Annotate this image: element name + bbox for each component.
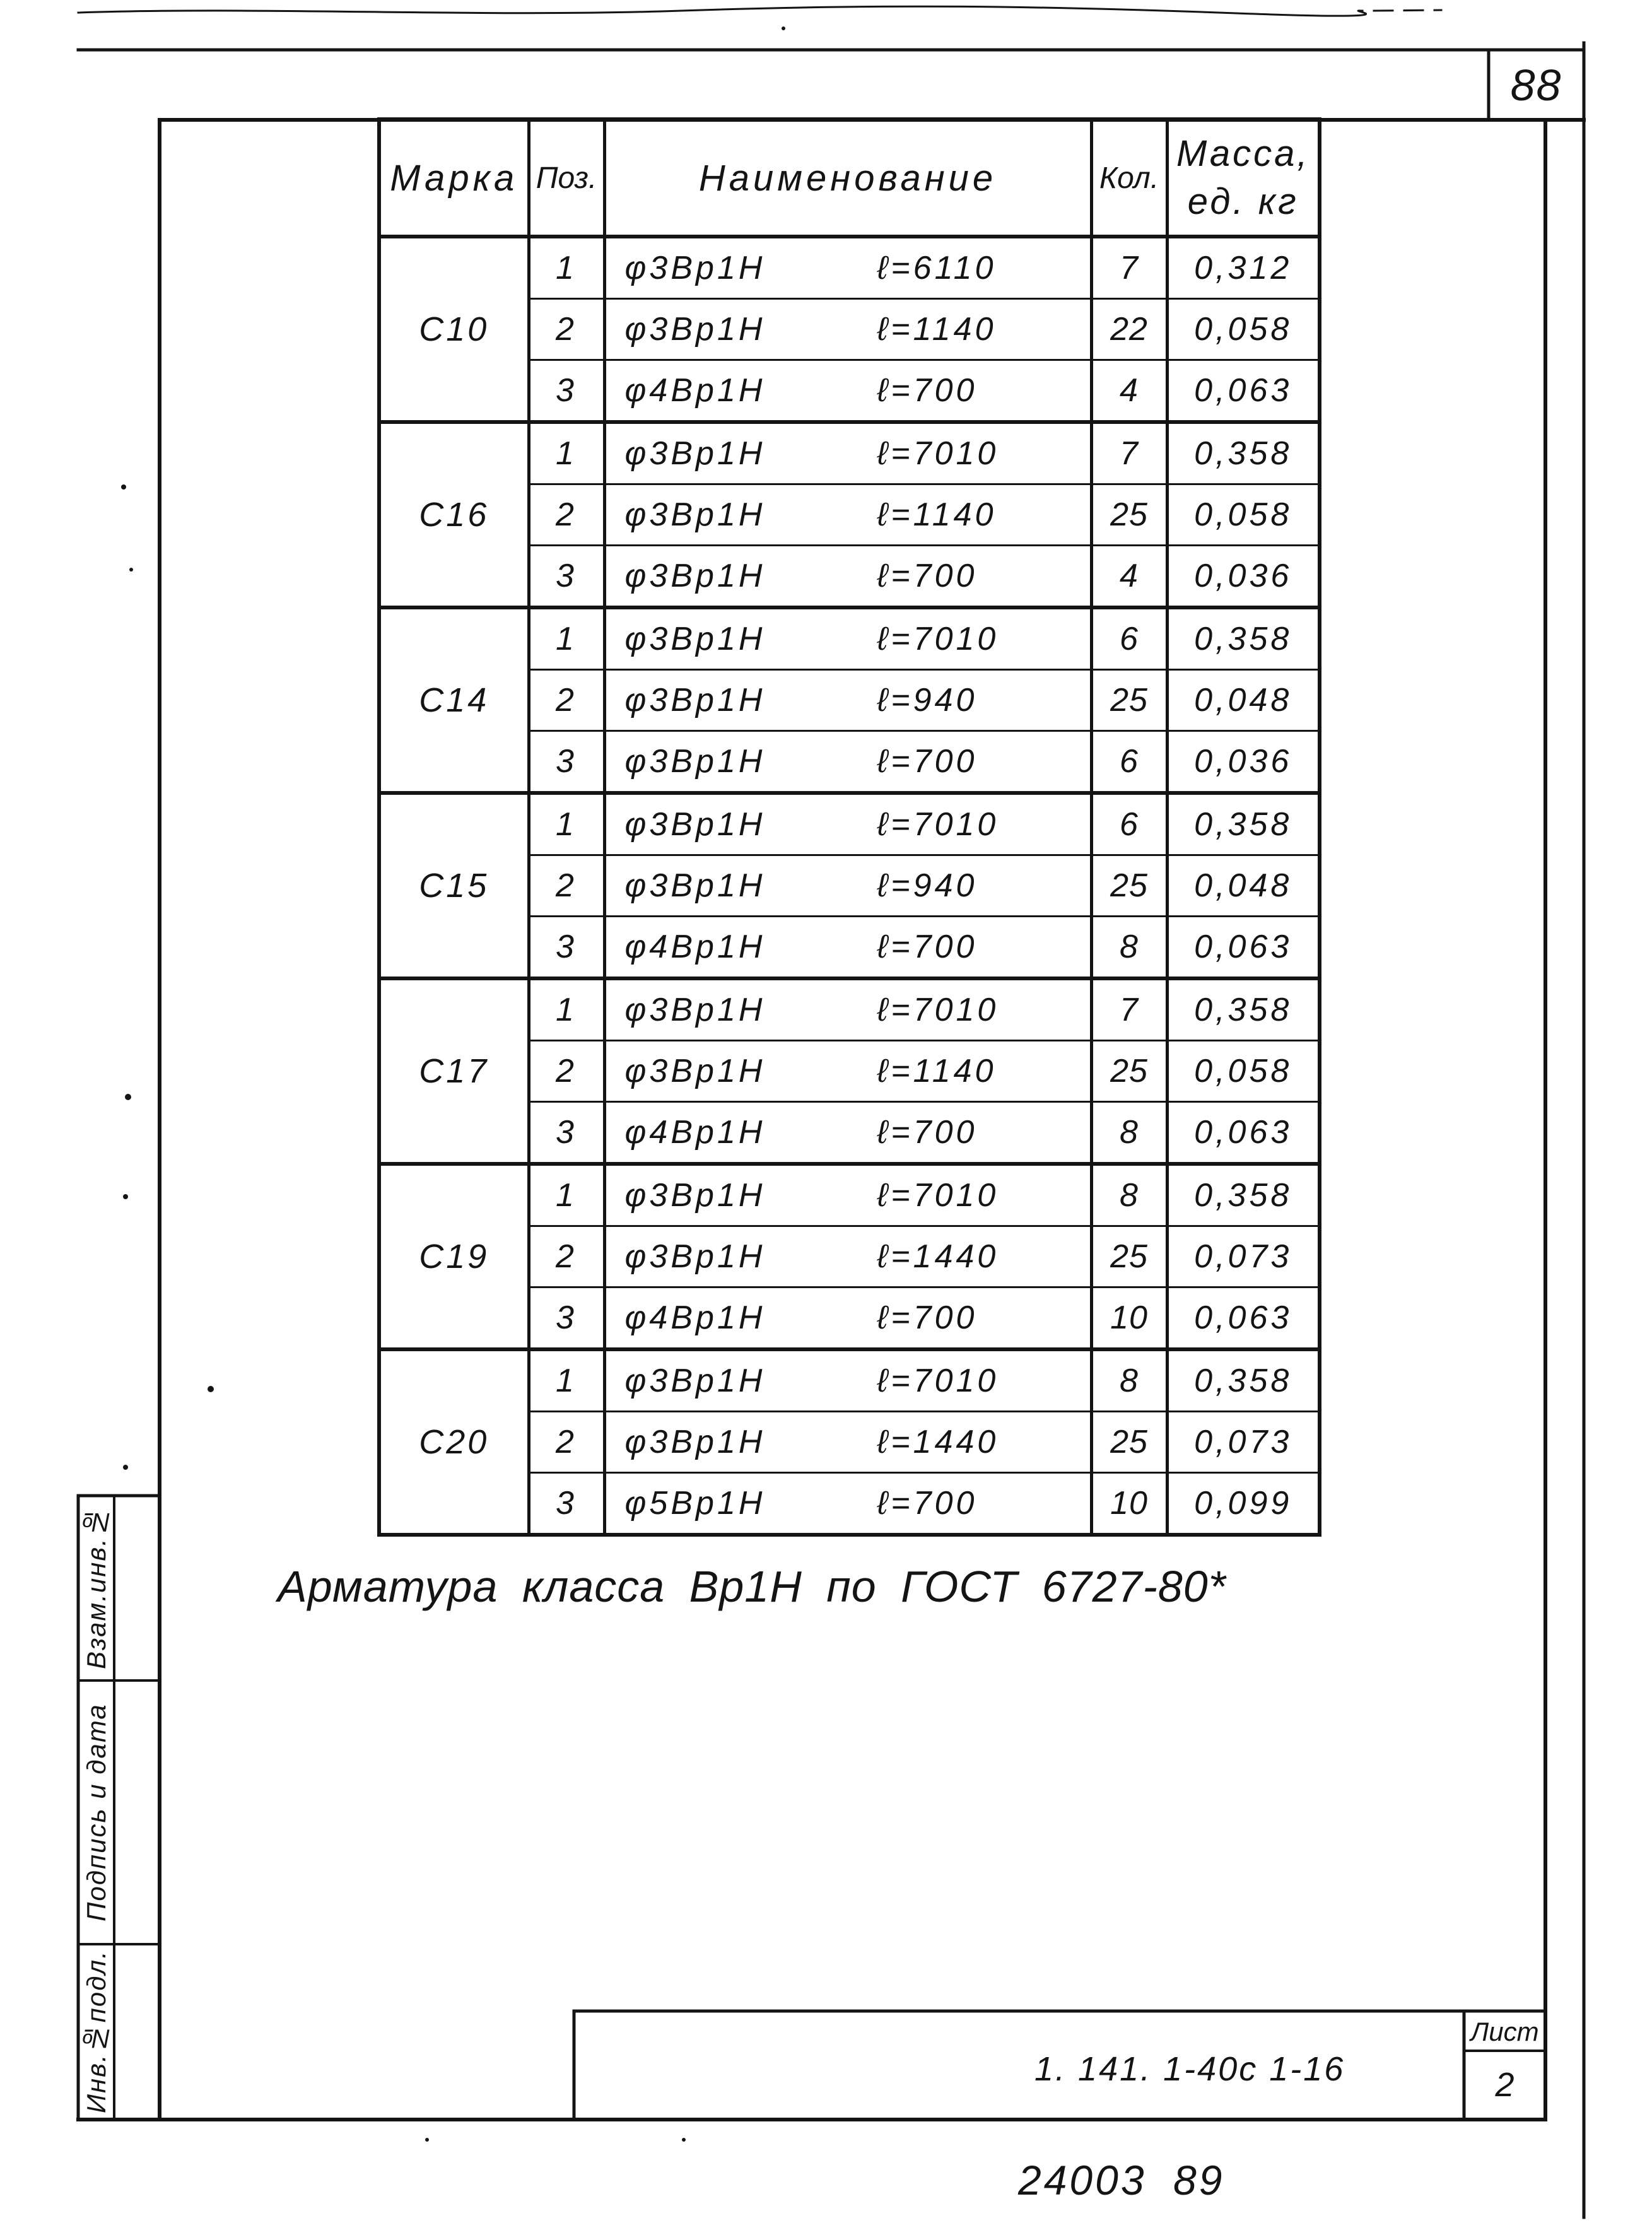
scan-speck bbox=[129, 568, 133, 572]
bar-designation: φ3Вр1Н bbox=[624, 311, 766, 348]
column-header-quantity: Кол. bbox=[1091, 119, 1167, 237]
bar-designation: φ4Вр1Н bbox=[624, 1114, 766, 1151]
bar-length: ℓ=700 bbox=[877, 1299, 978, 1336]
table-row bbox=[379, 422, 1320, 484]
bar-length: ℓ=7010 bbox=[877, 435, 999, 472]
unit-mass-cell: 0,058 bbox=[1167, 299, 1320, 360]
position-cell: 1 bbox=[529, 422, 604, 484]
position-cell: 3 bbox=[529, 360, 604, 423]
position-cell: 1 bbox=[529, 1164, 604, 1226]
bar-designation: φ3Вр1Н bbox=[624, 250, 766, 286]
table-row bbox=[379, 793, 1320, 855]
mark-cell: С17 bbox=[379, 978, 529, 1164]
quantity-cell: 8 bbox=[1091, 1102, 1167, 1164]
bar-length: ℓ=7010 bbox=[877, 1177, 999, 1214]
name-cell bbox=[604, 484, 1091, 546]
bar-length: ℓ=700 bbox=[877, 1485, 978, 1522]
bar-designation: φ3Вр1Н bbox=[624, 621, 766, 657]
position-cell: 2 bbox=[529, 299, 604, 360]
quantity-cell: 8 bbox=[1091, 917, 1167, 979]
bar-designation: φ3Вр1Н bbox=[624, 1053, 766, 1089]
table-row bbox=[379, 607, 1320, 670]
footer-page-number: 89 bbox=[1173, 2157, 1225, 2203]
unit-mass-cell: 0,099 bbox=[1167, 1473, 1320, 1535]
table-row bbox=[379, 1349, 1320, 1412]
bar-designation: φ3Вр1Н bbox=[624, 1363, 766, 1399]
bar-length: ℓ=7010 bbox=[877, 621, 999, 657]
unit-mass-cell: 0,063 bbox=[1167, 360, 1320, 423]
bar-length: ℓ=1140 bbox=[877, 496, 997, 533]
quantity-cell: 6 bbox=[1091, 607, 1167, 670]
name-cell bbox=[604, 1349, 1091, 1412]
bar-designation: φ3Вр1Н bbox=[624, 743, 766, 780]
position-cell: 1 bbox=[529, 607, 604, 670]
unit-mass-cell: 0,358 bbox=[1167, 1164, 1320, 1226]
mark-cell: С16 bbox=[379, 422, 529, 607]
column-header-position: Поз. bbox=[529, 119, 604, 237]
scan-speck bbox=[208, 1386, 214, 1392]
specification-table bbox=[377, 117, 1321, 1537]
unit-mass-cell: 0,036 bbox=[1167, 546, 1320, 608]
unit-mass-cell: 0,036 bbox=[1167, 731, 1320, 794]
bar-length: ℓ=1140 bbox=[877, 1053, 997, 1089]
bar-designation: φ3Вр1Н bbox=[624, 435, 766, 472]
position-cell: 3 bbox=[529, 1287, 604, 1350]
unit-mass-header-line2: ед. кг bbox=[1187, 181, 1299, 222]
bar-length: ℓ=700 bbox=[877, 929, 978, 965]
unit-mass-cell: 0,058 bbox=[1167, 484, 1320, 546]
bar-designation: φ4Вр1Н bbox=[624, 372, 766, 409]
stamp-label-original-inv: Инв.№подл. bbox=[81, 1950, 111, 2114]
mark-cell: С14 bbox=[379, 607, 529, 793]
name-cell bbox=[604, 422, 1091, 484]
position-cell: 1 bbox=[529, 793, 604, 855]
scan-speck bbox=[123, 1465, 128, 1470]
bar-length: ℓ=7010 bbox=[877, 992, 999, 1028]
quantity-cell: 25 bbox=[1091, 1041, 1167, 1102]
scan-speck bbox=[125, 1094, 131, 1100]
unit-mass-cell: 0,048 bbox=[1167, 855, 1320, 917]
position-cell: 1 bbox=[529, 978, 604, 1041]
bar-designation: φ3Вр1Н bbox=[624, 1424, 766, 1460]
name-cell bbox=[604, 1164, 1091, 1226]
quantity-cell: 22 bbox=[1091, 299, 1167, 360]
quantity-cell: 25 bbox=[1091, 1226, 1167, 1287]
name-cell bbox=[604, 360, 1091, 423]
position-cell: 3 bbox=[529, 917, 604, 979]
quantity-cell: 4 bbox=[1091, 546, 1167, 608]
unit-mass-cell: 0,358 bbox=[1167, 1349, 1320, 1412]
position-cell: 3 bbox=[529, 1473, 604, 1535]
position-cell: 1 bbox=[529, 237, 604, 299]
quantity-cell: 8 bbox=[1091, 1349, 1167, 1412]
bar-designation: φ4Вр1Н bbox=[624, 1299, 766, 1336]
name-cell bbox=[604, 1226, 1091, 1287]
bar-length: ℓ=7010 bbox=[877, 1363, 999, 1399]
scan-speck bbox=[121, 484, 126, 490]
name-cell bbox=[604, 1412, 1091, 1473]
column-header-unit-mass bbox=[1167, 119, 1320, 237]
name-cell bbox=[604, 607, 1091, 670]
position-cell: 2 bbox=[529, 1412, 604, 1473]
mark-cell: С15 bbox=[379, 793, 529, 978]
unit-mass-cell: 0,048 bbox=[1167, 670, 1320, 731]
mark-cell: С19 bbox=[379, 1164, 529, 1349]
table-row bbox=[379, 237, 1320, 299]
bar-designation: φ3Вр1Н bbox=[624, 1238, 766, 1275]
quantity-cell: 7 bbox=[1091, 978, 1167, 1041]
bar-designation: φ3Вр1Н bbox=[624, 1177, 766, 1214]
bar-length: ℓ=6110 bbox=[877, 250, 997, 286]
bar-length: ℓ=940 bbox=[877, 867, 978, 904]
bar-length: ℓ=1440 bbox=[877, 1424, 999, 1460]
name-cell bbox=[604, 237, 1091, 299]
name-cell bbox=[604, 1041, 1091, 1102]
quantity-cell: 6 bbox=[1091, 731, 1167, 794]
unit-mass-cell: 0,073 bbox=[1167, 1226, 1320, 1287]
bar-designation: φ4Вр1Н bbox=[624, 929, 766, 965]
table-body bbox=[379, 237, 1320, 1535]
quantity-cell: 25 bbox=[1091, 670, 1167, 731]
quantity-cell: 10 bbox=[1091, 1287, 1167, 1350]
sheet-label: Лист bbox=[1470, 2017, 1539, 2046]
bar-length: ℓ=700 bbox=[877, 372, 978, 409]
bar-length: ℓ=940 bbox=[877, 682, 978, 719]
stamp-label-replacement-inv: Взам.инв.№ bbox=[81, 1506, 111, 1670]
name-cell bbox=[604, 299, 1091, 360]
name-cell bbox=[604, 546, 1091, 608]
archive-number: 24003 bbox=[1018, 2157, 1147, 2203]
position-cell: 1 bbox=[529, 1349, 604, 1412]
top-dashed-line bbox=[1374, 10, 1441, 11]
mark-cell: С10 bbox=[379, 237, 529, 422]
table-row bbox=[379, 1164, 1320, 1226]
position-cell: 3 bbox=[529, 1102, 604, 1164]
mark-cell: С20 bbox=[379, 1349, 529, 1535]
scan-speck bbox=[782, 26, 785, 30]
position-cell: 2 bbox=[529, 855, 604, 917]
quantity-cell: 6 bbox=[1091, 793, 1167, 855]
bar-length: ℓ=7010 bbox=[877, 806, 999, 843]
unit-mass-cell: 0,312 bbox=[1167, 237, 1320, 299]
name-cell bbox=[604, 978, 1091, 1041]
unit-mass-cell: 0,358 bbox=[1167, 607, 1320, 670]
unit-mass-cell: 0,358 bbox=[1167, 978, 1320, 1041]
quantity-cell: 8 bbox=[1091, 1164, 1167, 1226]
bar-length: ℓ=1440 bbox=[877, 1238, 999, 1275]
bar-designation: φ3Вр1Н bbox=[624, 867, 766, 904]
quantity-cell: 25 bbox=[1091, 1412, 1167, 1473]
unit-mass-cell: 0,358 bbox=[1167, 422, 1320, 484]
bar-designation: φ3Вр1Н bbox=[624, 682, 766, 719]
document-code: 1. 141. 1-40с 1-16 bbox=[1034, 2050, 1345, 2088]
unit-mass-cell: 0,063 bbox=[1167, 1102, 1320, 1164]
table-header-row bbox=[379, 119, 1320, 237]
position-cell: 3 bbox=[529, 731, 604, 794]
position-cell: 3 bbox=[529, 546, 604, 608]
position-cell: 2 bbox=[529, 1041, 604, 1102]
column-header-mark: Марка bbox=[379, 119, 529, 237]
unit-mass-cell: 0,358 bbox=[1167, 793, 1320, 855]
position-cell: 2 bbox=[529, 484, 604, 546]
quantity-cell: 4 bbox=[1091, 360, 1167, 423]
bar-length: ℓ=700 bbox=[877, 743, 978, 780]
unit-mass-cell: 0,063 bbox=[1167, 917, 1320, 979]
bar-designation: φ5Вр1Н bbox=[624, 1485, 766, 1522]
unit-mass-cell: 0,058 bbox=[1167, 1041, 1320, 1102]
unit-mass-header-line1: Масса, bbox=[1176, 133, 1310, 174]
scan-speck bbox=[123, 1194, 128, 1199]
bar-length: ℓ=1140 bbox=[877, 311, 997, 348]
name-cell bbox=[604, 1102, 1091, 1164]
bar-designation: φ3Вр1Н bbox=[624, 558, 766, 594]
quantity-cell: 7 bbox=[1091, 422, 1167, 484]
name-cell bbox=[604, 855, 1091, 917]
bar-length: ℓ=700 bbox=[877, 558, 978, 594]
name-cell bbox=[604, 917, 1091, 979]
quantity-cell: 10 bbox=[1091, 1473, 1167, 1535]
position-cell: 2 bbox=[529, 1226, 604, 1287]
quantity-cell: 7 bbox=[1091, 237, 1167, 299]
unit-mass-cell: 0,073 bbox=[1167, 1412, 1320, 1473]
top-wavy-line bbox=[78, 6, 1366, 16]
quantity-cell: 25 bbox=[1091, 484, 1167, 546]
position-cell: 2 bbox=[529, 670, 604, 731]
reinforcement-note: Арматура класса Вр1Н по ГОСТ 6727-80* bbox=[278, 1562, 1226, 1611]
sheet-value: 2 bbox=[1495, 2066, 1514, 2104]
bar-designation: φ3Вр1Н bbox=[624, 992, 766, 1028]
quantity-cell: 25 bbox=[1091, 855, 1167, 917]
scan-speck bbox=[425, 2138, 429, 2142]
bar-designation: φ3Вр1Н bbox=[624, 496, 766, 533]
sheet-number-top: 88 bbox=[1510, 60, 1562, 110]
column-header-name: Наименование bbox=[604, 119, 1091, 237]
stamp-label-signature-date: Подпись и дата bbox=[81, 1703, 111, 1921]
name-cell bbox=[604, 793, 1091, 855]
name-cell bbox=[604, 670, 1091, 731]
unit-mass-cell: 0,063 bbox=[1167, 1287, 1320, 1350]
name-cell bbox=[604, 1473, 1091, 1535]
bar-length: ℓ=700 bbox=[877, 1114, 978, 1151]
scan-speck bbox=[682, 2138, 686, 2142]
name-cell bbox=[604, 1287, 1091, 1350]
name-cell bbox=[604, 731, 1091, 794]
table-row bbox=[379, 978, 1320, 1041]
bar-designation: φ3Вр1Н bbox=[624, 806, 766, 843]
